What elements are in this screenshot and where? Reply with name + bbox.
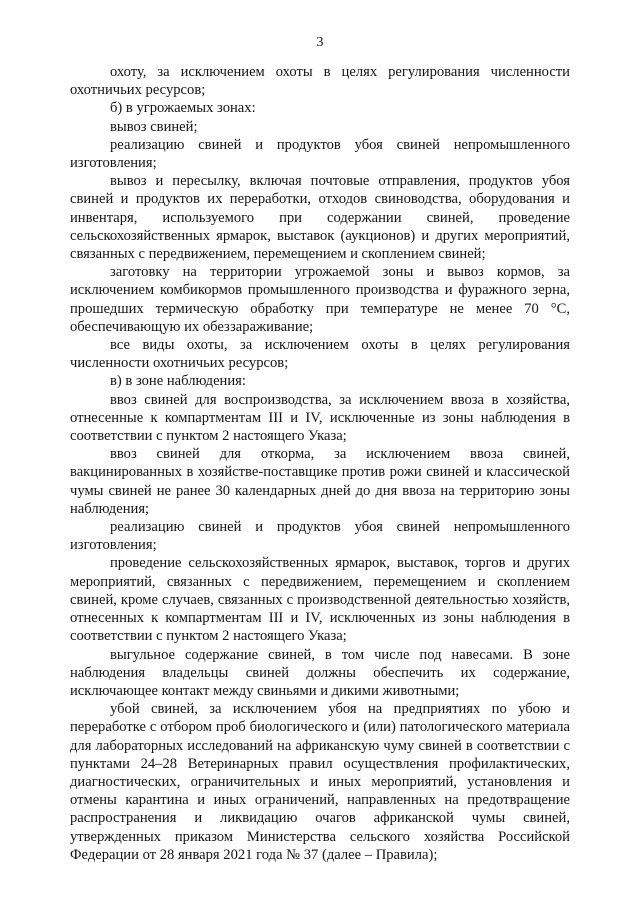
paragraph-feed-procurement: заготовку на территории угрожаемой зоны и вывоз кормов, за исключением комбикормов промышленного производства и фуражного зерна, прошедших термическую обработку при температуре не менее 70 °С, обеспечивающую их обеззараживание;	[70, 264, 570, 335]
paragraph-threatened-zones-heading: б) в угрожаемых зонах:	[110, 100, 256, 117]
paragraph-observation-zone-heading: в) в зоне наблюдения:	[110, 373, 246, 390]
paragraph-sale-products-observation: реализацию свиней и продуктов убоя свиней непромышленного изготовления;	[70, 519, 570, 554]
paragraph-sale-products: реализацию свиней и продуктов убоя свиней непромышленного изготовления;	[70, 136, 570, 172]
paragraph-import-breeding: ввоз свиней для воспроизводства, за исключением ввоза в хозяйства, отнесенные к компартментам III и IV, исключенные из зоны наблюдения в соответствии с пунктом 2 настоящего Указа;	[70, 391, 570, 445]
paragraph-hunting: охоту, за исключением охоты в целях регулирования численности охотничьих ресурсов;	[70, 64, 570, 99]
paragraph-pig-export: вывоз свиней;	[110, 118, 198, 135]
paragraph-import-fattening: ввоз свиней для откорма, за исключением ввоза свиней, вакцинированных в хозяйстве-поставщике против рожи свиней и классической чумы свиней не ранее 30 календарных дней до дня ввоза на территорию зоны наблюдения;	[70, 446, 570, 517]
document-body	[70, 63, 570, 864]
paragraph-free-range: выгульное содержание свиней, в том числе под навесами. В зоне наблюдения владельцы свиней должны обеспечить их содержание, исключающее контакт между свиньями и дикими животными;	[70, 646, 570, 699]
paragraph-export-shipping: вывоз и пересылку, включая почтовые отправления, продуктов убоя свиней и продуктов их переработки, отходов свиноводства, оборудования и инвентаря, используемого при содержании свиней, проведение сельскохозяйственных ярмарок, выставок (аукционов) и других мероприятий, связанных с передвижением, перемещением и скоплением свиней;	[70, 173, 570, 263]
paragraph-fairs-exhibitions: проведение сельскохозяйственных ярмарок, выставок, торгов и других мероприятий, связанных с передвижением, перемещением и скоплением свиней, кроме случаев, связанных с производственной деятельностью хозяйств, отнесенных к компартментам III и IV, исключенных из зоны наблюдения в соответствии с пунктом 2 настоящего Указа;	[70, 555, 570, 645]
paragraph-all-hunting: все виды охоты, за исключением охоты в целях регулирования численности охотничьих ресурсов;	[70, 337, 570, 372]
page-number: 3	[316, 35, 324, 50]
paragraph-slaughter: убой свиней, за исключением убоя на предприятиях по убою и переработке с отбором проб биологического и (или) патологического материала для лабораторных исследований на африканскую чуму свиней в соответствии с пунктами 24–28 Ветеринарных правил осуществления профилактических, диагностических, ограничительных и иных мероприятий, установления и отмены карантина и иных ограничений, направленных на предотвращение распространения и ликвидацию очагов африканской чумы свиней, утвержденных приказом Министерства сельского хозяйства Российской Федерации от 28 января 2021 года № 37 (далее – Правила);	[70, 701, 570, 863]
